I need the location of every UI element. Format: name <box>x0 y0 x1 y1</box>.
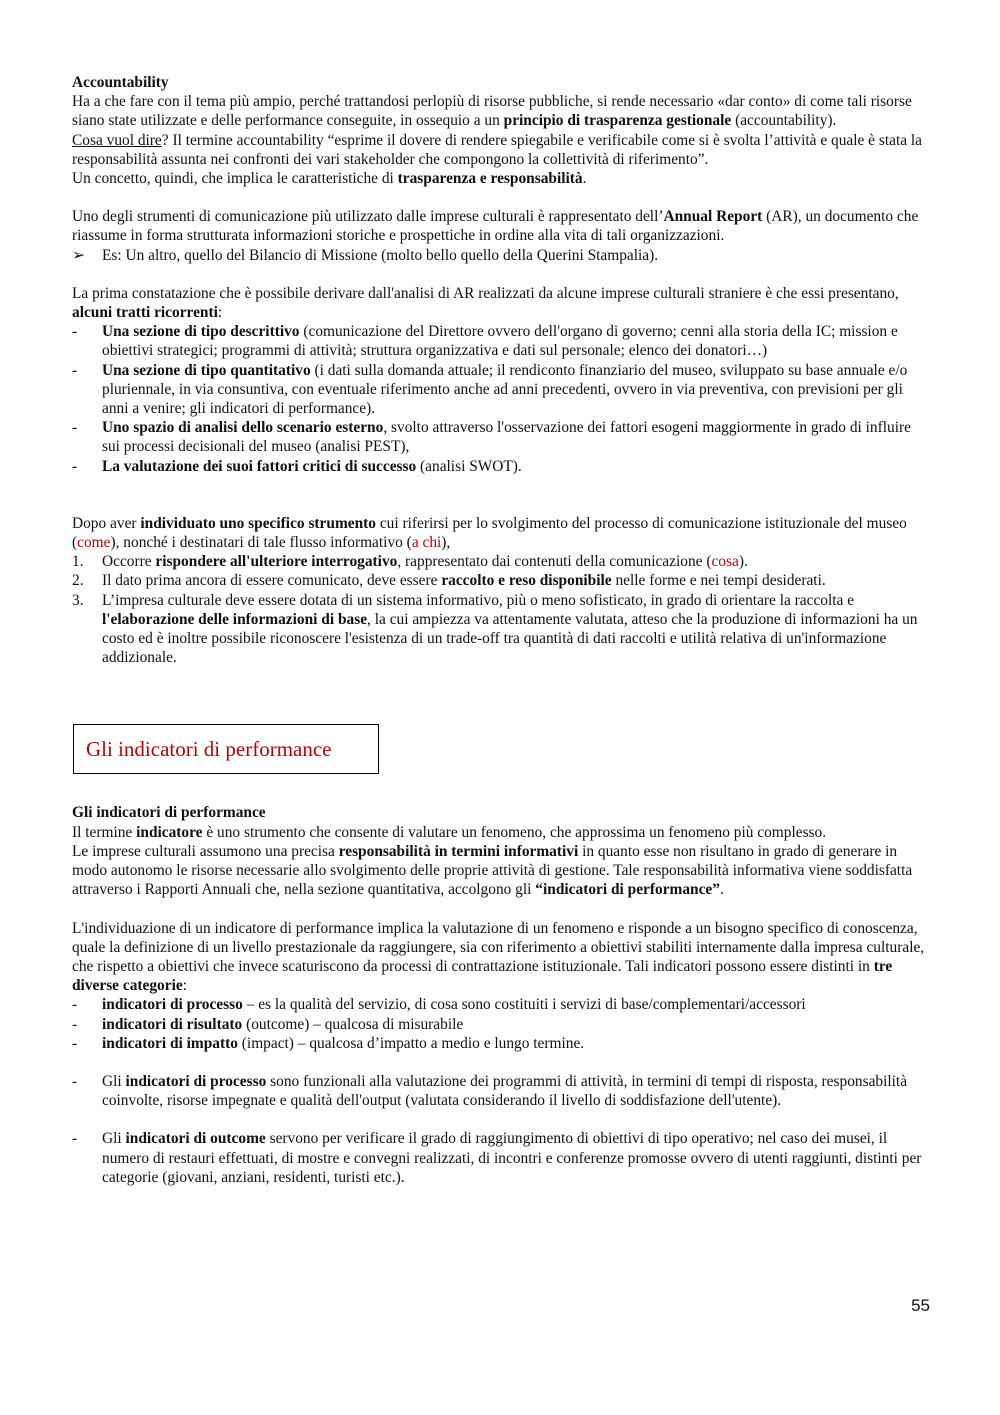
paragraph: Cosa vuol dire? Il termine accountability “esprime il dovere di rendere spiegabile e verificabile come si è svolta l’attività e quale è stata la responsabilità assunta nei confronti dei vari stakeholder che compongono la collettività di riferimento”. <box>72 131 923 168</box>
arrow-list-item: ➢ Es: Un altro, quello del Bilancio di Missione (molto bello quello della Querini Stampalia). <box>72 246 659 264</box>
numbered-item: 3. L’impresa culturale deve essere dotata di un sistema informativo, più o meno sofisticato, in grado di orientare la raccolta e l'elaborazione delle informazioni di base, la cui ampiezza va attentamente valutata, atteso che la produzione di informazioni ha un costo ed è inoltre possibile riconoscere l'esistenza di un trade-off tra quantità di dati raccolti e utilità relativa di un'informazione addizionale. <box>72 591 918 667</box>
paragraph: Il termine indicatore è uno strumento che consente di valutare un fenomeno, che approssima un fenomeno più complesso. <box>72 823 827 841</box>
list-item: - Gli indicatori di processo sono funzionali alla valutazione dei programmi di attività, in termini di tempi di risposta, responsabilità coinvolte, risorse impegnate e qualità dell'output (valutata considerando il livello di soddisfazione dell'utente). <box>72 1072 908 1110</box>
list-item: - Una sezione di tipo quantitativo (i dati sulla domanda attuale; il rendiconto finanziario del museo, sviluppato su base annuale e/o pluriennale, in via consuntiva, con eventuale riferimento anche ad anni precedenti, ovvero in via preventiva, con previsioni per gli anni a venire; gli indicatori di performance). <box>72 361 908 418</box>
paragraph: La prima constatazione che è possibile derivare dall'analisi di AR realizzati da alcune imprese culturali straniere è che essi presentano, alcuni tratti ricorrenti: <box>72 284 899 322</box>
page-number: 55 <box>911 1296 930 1315</box>
arrow-bullet-icon: ➢ <box>72 246 85 264</box>
paragraph: Uno degli strumenti di comunicazione più utilizzato dalle imprese culturali è rappresentato dell’Annual Report (AR), un documento che riassume in forma strutturata informazioni storiche e prospettiche in ordine alla vita di tali organizzazioni. <box>72 208 919 245</box>
list-item: - Gli indicatori di outcome servono per verificare il grado di raggiungimento di obiettivi di tipo operativo; nel caso dei musei, il numero di restauri effettuati, di mostre e convegni realizzati, di incontri e conferenze promosse ovvero di utenti raggiunti, distinti per categorie (giovani, anziani, residenti, turisti etc.). <box>72 1130 922 1186</box>
list-item: - indicatori di impatto (impact) – qualcosa d’impatto a medio e lungo termine. <box>72 1034 585 1052</box>
paragraph: Dopo aver individuato uno specifico strumento cui riferirsi per lo svolgimento del processo di comunicazione istituzionale del museo (come), nonché i destinatari di tale flusso informativo (a chi), <box>72 514 907 552</box>
paragraph: L'individuazione di un indicatore di performance implica la valutazione di un fenomeno e risponde a un bisogno specifico di conoscenza, quale la definizione di un livello prestazionale da raggiungere, sia con riferimento a obiettivi stabiliti internamente dalla impresa culturale, che rispetto a obiettivi che invece scaturiscono da processi di contrattazione istituzionale. Tali indicatori possono essere distinti in tre diverse categorie: <box>72 919 925 995</box>
list-item: - indicatori di processo – es la qualità del servizio, di cosa sono costituiti i servizi di base/complementari/accessori <box>72 996 806 1014</box>
section-title-accountability: Accountability <box>72 74 169 91</box>
numbered-item: 1. Occorre rispondere all'ulteriore interrogativo, rappresentato dai contenuti della comunicazione (cosa). <box>72 553 748 571</box>
list-item: - Una sezione di tipo descrittivo (comunicazione del Direttore ovvero dell'organo di governo; cenni alla storia della IC; mission e obiettivi strategici; programmi di attività; struttura organizzativa e dati sul personale; elenco dei donatori…) <box>72 323 898 360</box>
document-page <box>72 73 932 1187</box>
section-title-indicatori: Gli indicatori di performance <box>72 804 266 822</box>
list-item: - La valutazione dei suoi fattori critici di successo (analisi SWOT). <box>72 457 522 475</box>
list-item: - indicatori di risultato (outcome) – qualcosa di misurabile <box>72 1015 464 1033</box>
section-heading-box: Gli indicatori di performance <box>73 724 379 774</box>
paragraph: Ha a che fare con il tema più ampio, perché trattandosi perlopiù di risorse pubbliche, si rende necessario «dar conto» di come tali risorse siano state utilizzate e delle performance conseguite, in ossequio a un principio di trasparenza gestionale (accountability). <box>72 93 912 130</box>
paragraph: Le imprese culturali assumono una precisa responsabilità in termini informativi in quanto esse non risultano in grado di generare in modo autonomo le risorse necessarie allo svolgimento delle proprie attività di gestione. Tale responsabilità informativa viene soddisfatta attraverso i Rapporti Annuali che, nella sezione quantitativa, accolgono gli “indicatori di performance”. <box>72 842 913 899</box>
numbered-item: 2. Il dato prima ancora di essere comunicato, deve essere raccolto e reso disponibile nelle forme e nei tempi desiderati. <box>72 572 826 590</box>
paragraph: Un concetto, quindi, che implica le caratteristiche di trasparenza e responsabilità. <box>72 170 587 188</box>
list-item: - Uno spazio di analisi dello scenario esterno, svolto attraverso l'osservazione dei fattori esogeni maggiormente in grado di influire sui processi decisionali del museo (analisi PEST), <box>72 419 911 456</box>
